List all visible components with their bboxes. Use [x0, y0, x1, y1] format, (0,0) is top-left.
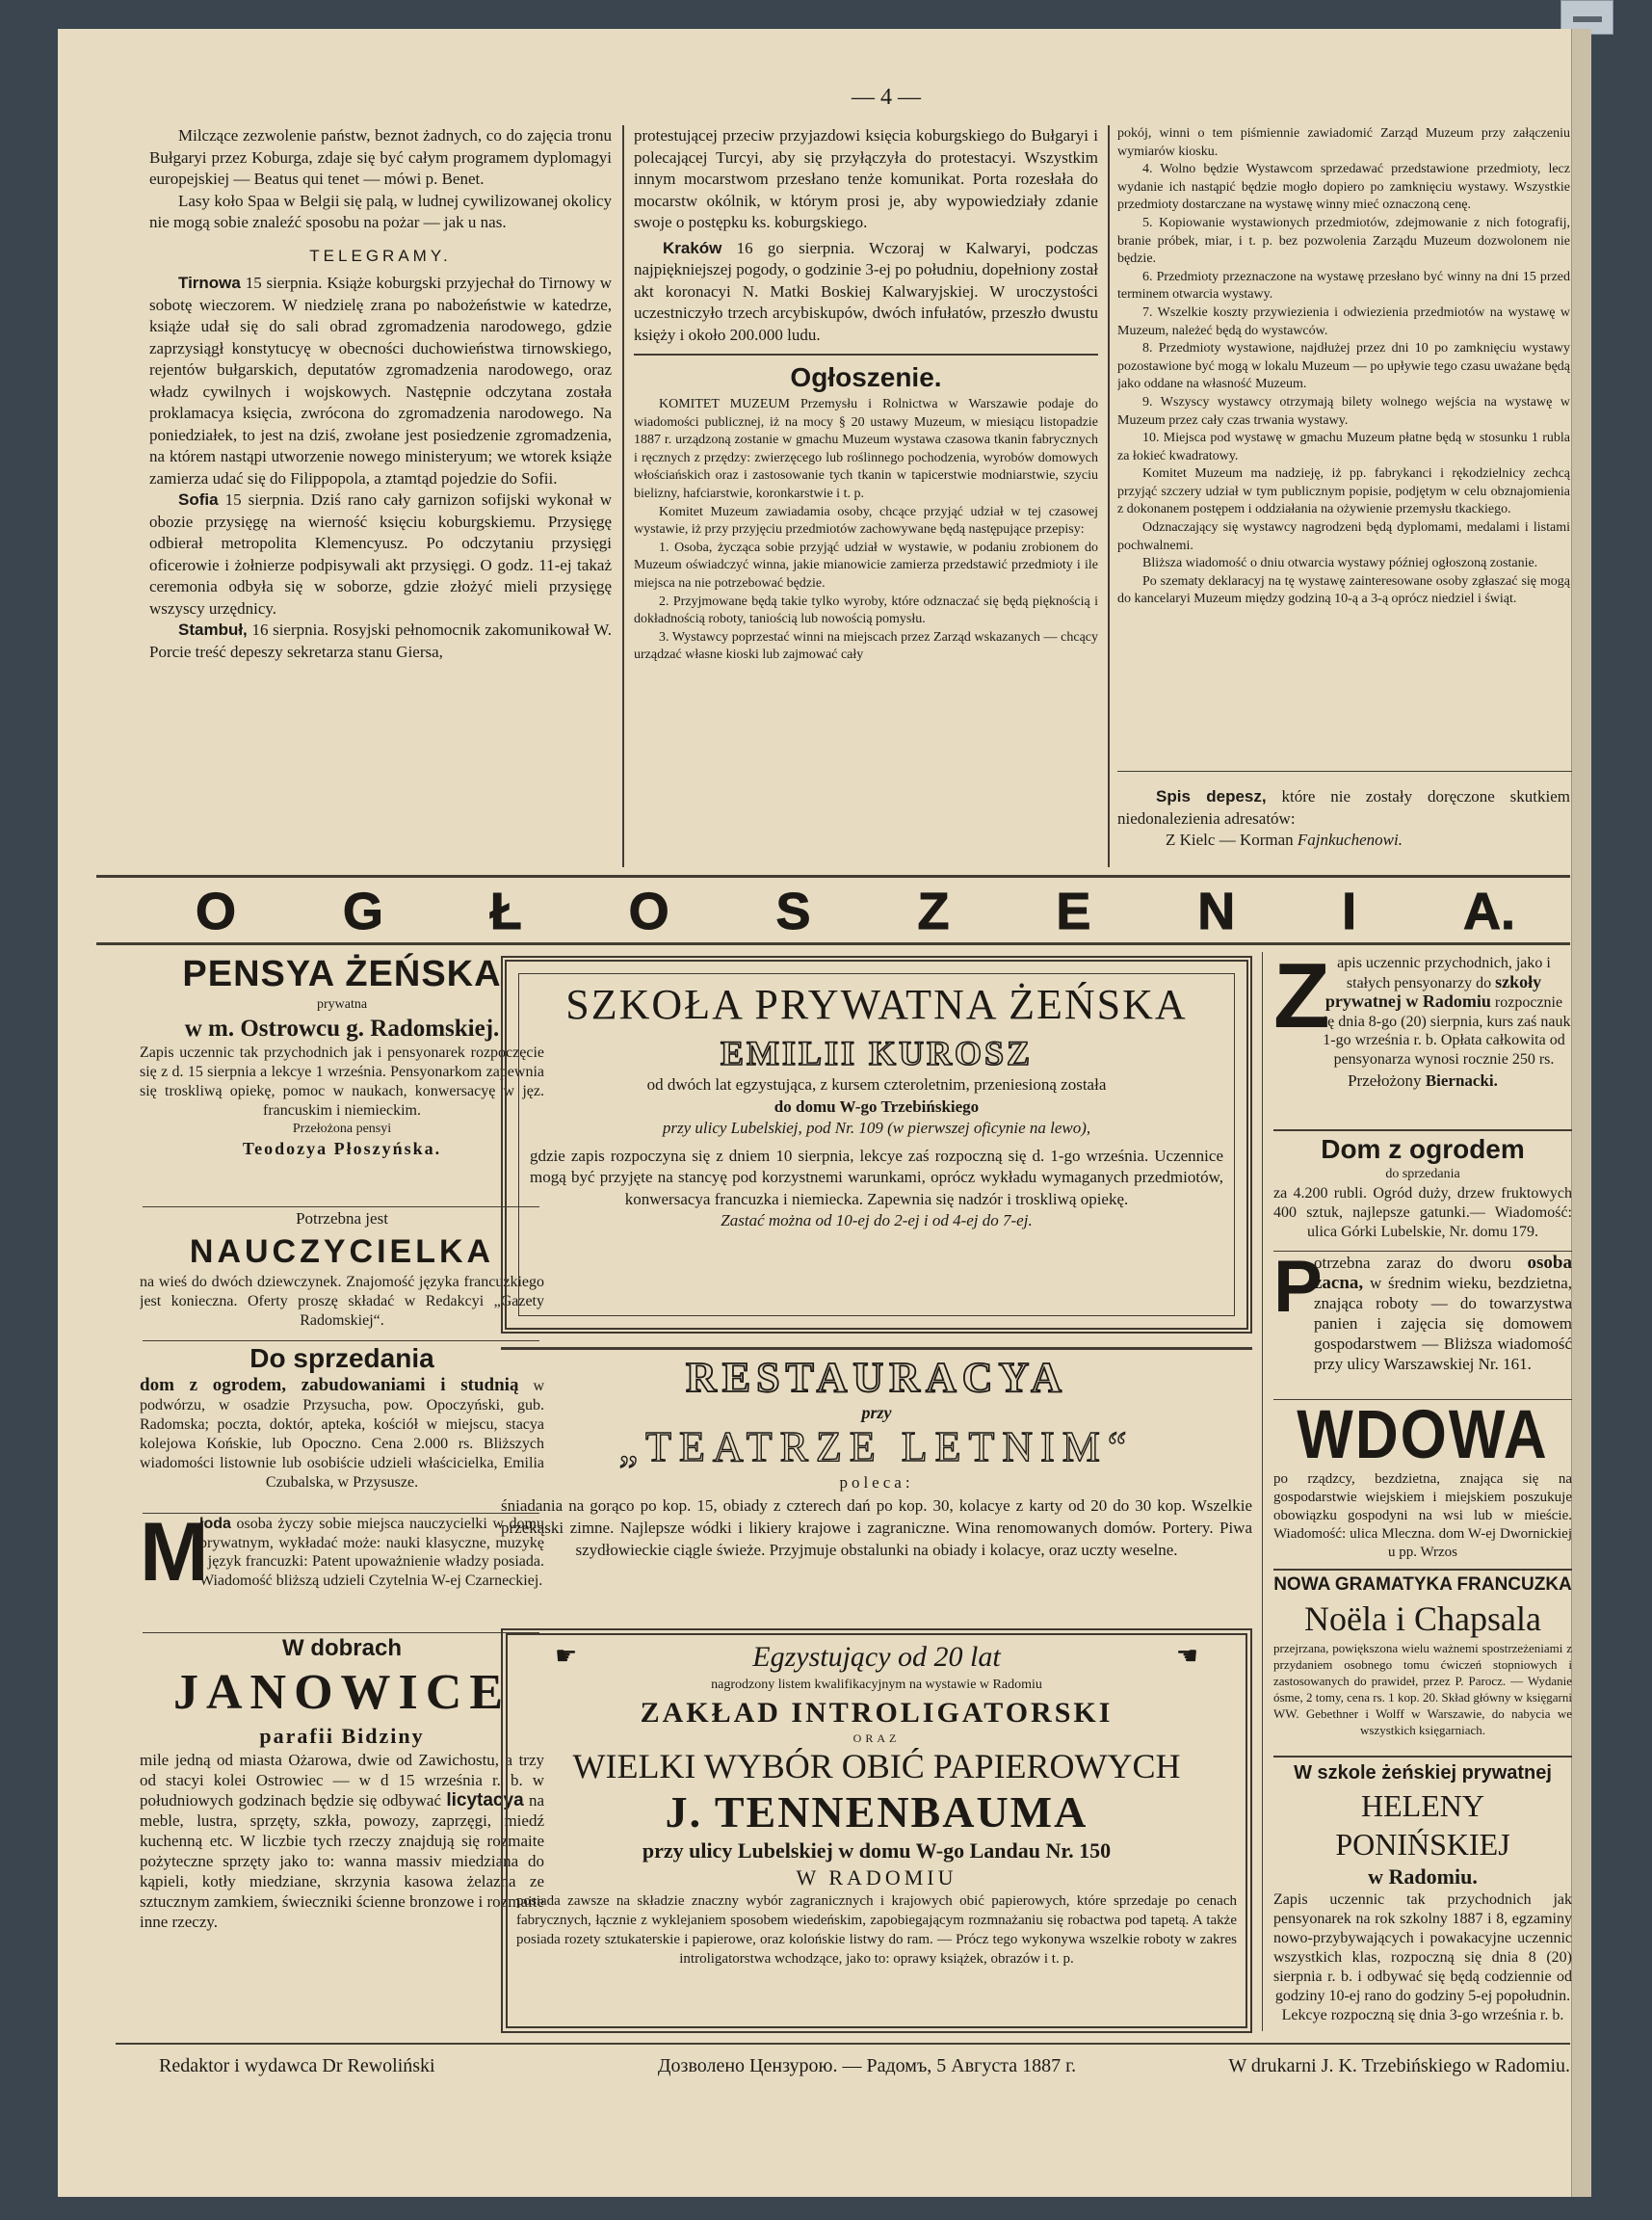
column-1 [149, 125, 612, 877]
muzeum-intro: KOMITET MUZEUM Przemysłu i Rolnictwa w Warszawie podaje do wiadomości publicznej, iż na mocy § 20 ustawy Muzeum, w miesiącu listopadzie 1887 r. urządzoną zostanie w gmachu Muzeum wystawa czasowa tkanin fabrycznych i ręcznych z przędzy: zwierzęcego lub roślinnego pochodzenia, wyrobów domowych włościańskich oraz i zastosowanie tych tkanin w tapicerstwie modniarstwie, szyciu bielizny, hafciarstwie, koronkarstwie i t. p. [634, 397, 1098, 501]
ad-dom-title: Dom z ogrodem [1321, 1134, 1525, 1164]
muzeum-rule-8: 8. Przedmioty wystawione, najdłużej przez dni 10 po zamknięciu wystawy pozostawione być mogą w lokalu Muzeum — po upływie tego czasu uważane będą jako oddane na własność Muzeum. [1117, 341, 1570, 392]
muzeum-rule-2: 2. Przyjmowane będą takie tylko wyroby, które odznaczać się będą pięknością i dokładnością roboty, taniością lub nowością pomysłu. [634, 594, 1098, 627]
muzeum-rule-3: 3. Wystawcy poprzestać winni na miejscach przez Zarząd wskazanych — chcący urządzać własne kioski lub zajmować cały [634, 629, 1098, 663]
ad-pensya-sig2: Teodozya Płoszyńska. [242, 1139, 442, 1159]
banner-letter: N [1197, 883, 1236, 940]
ad-rule [1273, 1756, 1572, 1758]
ad-introligator-wybor: WIELKI WYBÓR OBIĆ PAPIEROWYCH [572, 1746, 1181, 1785]
footer-printer: W drukarni J. K. Trzebińskiego w Radomiu. [1228, 2055, 1570, 2076]
ad-kurosz-l5: Zastać można od 10-ej do 2-ej i od 4-ej do 7-ej. [721, 1211, 1033, 1229]
ad-poninska-name: HELENY PONIŃSKIEJ [1335, 1788, 1510, 1862]
ad-szkola-kurosz [530, 978, 1223, 1306]
muzeum-rule-6: 6. Przedmioty przeznaczone na wystawę przesłano być winny na dni 15 przed terminem otwarcia wystawy. [1117, 269, 1570, 303]
banner-letter: S [775, 883, 811, 940]
ad-kurosz-name: EMILII KUROSZ [720, 1034, 1034, 1072]
page-edge [1571, 29, 1591, 2197]
ad-pensya-place: w m. Ostrowcu g. Radomskiej. [184, 1015, 500, 1042]
muzeum-rule-5: 5. Kopiowanie wystawionych przedmiotów, zdejmowanie z nich fotografij, branie próbek, miar, i t. p. bez pozwolenia Zarządu Muzeum dozwolonem nie będzie. [1117, 215, 1570, 267]
muzeum-continued: pokój, winni o tem piśmiennie zawiadomić Zarząd Muzeum przy załączeniu wymiarów kiosku. [1117, 126, 1570, 159]
section-rule [634, 354, 1098, 356]
banner-letter: G [342, 883, 383, 940]
banner-letter: E [1056, 883, 1091, 940]
ad-dom-sub: do sprzedania [1385, 1167, 1460, 1181]
muzeum-rule-4: 4. Wolno będzie Wystawcom sprzedawać przedstawione przedmioty, lecz wydanie ich nastąpić będzie mogło dopiero po zamknięciu wystawy. Wszystkie przedmioty dostarczane na wystawę winny mieć oznaczoną cenę. [1117, 162, 1570, 213]
banner-letter: O [196, 883, 237, 940]
newspaper-page [58, 29, 1591, 2197]
dropcap-m: M [140, 1515, 209, 1599]
ad-poninska-city: w Radomiu. [1368, 1864, 1478, 1889]
banner-letter: Ł [489, 883, 522, 940]
telegram-heading: TELEGRAMY. [309, 246, 452, 265]
telegram-stambul: Stambuł, 16 sierpnia. Rosyjski pełnomocnik zakomunikował W. Porcie treść depeszy sekretarza stanu Giersa, [149, 621, 612, 661]
article-paragraph: Milczące zezwolenie państw, beznot żadnych, co do zajęcia tronu Bułgaryi przez Koburga, zdaje się być całym programem dyplomagyi europejskiej — Beatus qui tenet — mówi p. Benet. [149, 126, 612, 188]
muzeum-szematy: Po szematy deklaracyj na tę wystawę zainteresowane osoby zgłaszać się mogą do kancelaryi Muzeum między godziną 10-ą a 3-ą oprócz niedziel i świąt. [1117, 573, 1570, 607]
footer-right [1156, 2052, 1570, 2081]
article-paragraph: Lasy koło Spaa w Belgii się palą, w ludnej cywilizowanej okolicy nie mogą sobie znaleźć sposobu na pożar — jak u nas. [149, 191, 612, 231]
ad-nauczycielka [140, 1208, 544, 1339]
ad-sprzedania-title: Do sprzedania [249, 1343, 434, 1373]
ad-kurosz-l4: gdzie zapis rozpoczyna się z dniem 10 sierpnia, lekcye zaś rozpoczną się d. 1-go września. Uczennice mogą być przyjęte na stancyę pod korzystnemi warunkami, oprócz wykładu wymaganych przedmiotów, konwersacya francuzka i niemiecka. Zapewnia się nadzór i troskliwą opiekę. [530, 1146, 1223, 1208]
column-rule [1108, 125, 1110, 867]
telegram-sofia: Sofia 15 sierpnia. Dziś rano cały garnizon sofijski wykonał w obozie przysięgę na wierność księciu koburgskiemu. Przysięgę odbierał metropolita Klemencyusz. Po odczytaniu przysięgi oficerowie i żołnierze podpisywali akt przysięgi. O godz. 11-ej takaż ceremonia odbyła się w soborze, gdzie złożyć mieli przysięgę wszyscy urzędnicy. [149, 490, 612, 618]
muzeum-rule-9: 9. Wszyscy wystawcy otrzymają bilety wolnego wejścia na wystawę w Muzeum przez cały czas trwania wystawy. [1117, 394, 1570, 428]
ad-kurosz-l1: od dwóch lat egzystująca, z kursem czteroletnim, przeniesioną została [646, 1075, 1107, 1094]
spis-depesz [1117, 786, 1570, 869]
ogloszenia-banner [196, 883, 1515, 940]
pointing-hand-icon: ☚ [1175, 1642, 1198, 1670]
column-3 [1117, 125, 1570, 780]
ad-wdowa [1273, 1401, 1572, 1565]
muzeum-rule-10: 10. Miejsca pod wystawę w gmachu Muzeum płatne będą w stosunku 1 rubla za łokieć kwadratowy. [1117, 431, 1570, 463]
muzeum-odznacz: Odznaczający się wystawcy nagrodzeni będą dyplomami, medalami i listami pochwalnemi. [1117, 520, 1570, 553]
banner-letter: I [1342, 883, 1357, 940]
column-2 [634, 125, 1098, 877]
ad-rule [143, 1632, 539, 1633]
ad-rule [1273, 1399, 1572, 1400]
ad-pensya-sub: prywatna [316, 997, 368, 1012]
spis-depesz-item: Z Kielc — Korman Fajnkuchenowi. [1166, 831, 1403, 849]
ad-restauracya-text: śniadania na gorąco po kop. 15, obiady z czterech dań po kop. 30, kolacye z karty od 20 do 30 kop. Wszelkie przekąski zimne. Najlepsze wódki i likiery krajowe i zagraniczne. Wina renomowanych domów. Portery. Piwa szydłowieckie ciągle świeże. Przyjmuje obstalunki na obiady i kolacye, oraz uczty weselne. [501, 1495, 1252, 1559]
ad-introligator-text: posiada zawsze na składzie znaczny wybór zagranicznych i krajowych obić papierowych, które sprzedaje po cenach fabrycznych, łącznie z wyklejaniem sposobem wiedeńskim, zapobiegającym rozmnażaniu się robactwa pod tapetą. A także posiada rozety sztukaterskie i papierowe, oraz kolońskie listwy do ram. — Prócz tego wykonywa wszelkie roboty w zakres introligatorstwa wchodzące, jako to: oprawy książek, obrazów i t. p. [516, 1892, 1237, 1967]
ad-zapis [1273, 954, 1572, 1129]
ad-potrzebna-text: otrzebna zaraz do dworu osoba zacna, w średnim wieku, bezdzietna, znająca roboty — do towarzystwa panien i zajęcia się domowem gospodarstwem — Bliższa wiadomość przy ulicy Warszawskiej Nr. 161. [1314, 1253, 1572, 1373]
ad-nauczycielka-text: na wieś do dwóch dziewczynek. Znajomość języka francuzkiego jest konieczna. Oferty proszę składać w Redakcyi „Gazety Radomskiej“. [140, 1273, 544, 1329]
ad-wdowa-title: WDOWA [1297, 1401, 1549, 1474]
ad-dom-text: za 4.200 rubli. Ogród duży, drzew fruktowych 400 sztuk, najlepsze gatunki.— Wiadomość: ulica Górki Lubelskie, Nr. domu 179. [1273, 1184, 1572, 1240]
ad-mloda [140, 1515, 544, 1630]
ad-introligator [516, 1638, 1237, 2023]
dropcap-p: P [1273, 1253, 1323, 1328]
ad-restauracya-poleca: poleca: [839, 1473, 914, 1492]
banner-letter: O [628, 883, 669, 940]
pointing-hand-icon: ☛ [555, 1642, 578, 1670]
banner-letter: Z [917, 883, 950, 940]
ad-pensya-sig1: Przełożona pensyi [292, 1121, 392, 1136]
banner-letter: A. [1463, 883, 1515, 940]
ad-kurosz-title: SZKOŁA PRYWATNA ŻEŃSKA [565, 981, 1188, 1028]
ad-introligator-addr: przy ulicy Lubelskiej w domu W-go Landau Nr. 150 [642, 1837, 1112, 1863]
ad-janowice-text: mile jedną od miasta Ożarowa, dwie od Zawichostu, a trzy od stacyi kolei Ostrowiec — w d 15 września r. b. w południowych godzinach będzie się odbywać licytacya na meble, lustra, sprzęty, szkła, powozy, zaprzęgi, miedź kuchenną etc. W liczbie tych rzeczy znajdują się rozmaite pożyteczne sprzęty jako to: wanna massiv miedziana do kąpieli, kotły miedziane, skrzynia kasowa żelazna ze sztucznym zamkiem, świeczniki ścienne bronzowe i rozmaite inne rzeczy. [140, 1751, 544, 1931]
ad-janowice [140, 1634, 544, 2029]
ad-pensya-text: Zapis uczennic tak przychodnich jak i pensyonarek rozpoczęcie się z d. 15 sierpnia a lekcye 1 września. Pensyonarkom zapewnia się troskliwą opiekę, pomoc w naukach, konwersacyę w jęz. francuskim i niemieckim. [140, 1044, 544, 1119]
ad-introligator-banner-row [516, 1638, 1237, 1677]
banner-rule-top [96, 875, 1570, 878]
ad-introligator-oraz: ORAZ [852, 1731, 901, 1745]
ad-janowice-pre: W dobrach [282, 1635, 402, 1661]
ad-pensya-title: PENSYA ŻEŃSKA [182, 954, 502, 994]
spis-depesz-text: Spis depesz, które nie zostały doręczone skutkiem niedonalezienia adresatów: [1117, 787, 1570, 828]
footer-rule [116, 2043, 1570, 2045]
ad-wdowa-text: po rządzcy, bezdzietna, znająca się na gospodarstwie wiejskiem i miejskiem poszukuje obowiązku gospodyni na wsi lub w mieście. Wiadomość: ulica Mleczna. dom W-ej Dwornickiej u pp. Wrzos [1273, 1471, 1572, 1560]
ad-restauracya-teatr: „TEATRZE LETNIM“ [618, 1423, 1135, 1470]
ad-mloda-text: łoda osoba życzy sobie miejsca nauczycielki w domu prywatnym, wykładać może: nauki klasyczne, muzykę i język francuzki: Patent upoważnienie władzy posiada. Wiadomość bliższą udzieli Czytelnia W-ej Czarneckiej. [199, 1516, 544, 1589]
ad-sprzedania [140, 1341, 544, 1513]
ad-restauracya-przy: przy [861, 1403, 892, 1422]
page-number: — 4 — [852, 85, 921, 110]
footer-left [159, 2052, 573, 2081]
muzeum-rule-7: 7. Wszelkie koszty przywiezienia i odwiezienia przedmiotów na wystawę w Muzeum, należeć będą do wystawców. [1117, 304, 1570, 338]
news-krakow: Kraków 16 go sierpnia. Wczoraj w Kalwaryi, podczas najpiękniejszej pogody, o godzinie 3-ej po południu, dopełniony został akt koronacyi N. Matki Boskiej Kalwaryjskiej. W uroczystości uczestniczyło trzech arcybiskupów, dwóch infułatów, przeszło dwustu księży i około 200.000 ludu. [634, 238, 1098, 344]
muzeum-paragraph: Komitet Muzeum zawiadamia osoby, chcące przyjąć udział w tej czasowej wystawie, iż przy przyjęciu przedmiotów zachowywane będą następujące przepisy: [634, 504, 1098, 538]
ad-poninska [1273, 1759, 1572, 2029]
ad-kurosz-l3: przy ulicy Lubelskiej, pod Nr. 109 (w pierwszej oficynie na lewo), [662, 1119, 1091, 1137]
muzeum-rule-1: 1. Osoba, życząca sobie przyjąć udział w wystawie, w podaniu zrobionem do Muzeum oświadczyć winna, jakie mianowicie zamierza przedstawić przedmioty i ile miejsca na nie potrzebować będzie. [634, 540, 1098, 591]
ad-introligator-title: ZAKŁAD INTROLIGATORSKI [640, 1696, 1114, 1729]
ad-nauczycielka-pre: Potrzebna jest [296, 1209, 388, 1228]
ad-rule [1273, 1569, 1572, 1571]
dropcap-z: Z [1273, 954, 1330, 1047]
muzeum-blizsza: Bliższa wiadomość o dniu otwarcia wystawy później ogłoszoną zostanie. [1142, 556, 1538, 571]
footer-editor: Redaktor i wydawca Dr Rewoliński [159, 2055, 435, 2076]
ad-poninska-text: Zapis uczennic tak przychodnich jak pensyonarek na rok szkolny 1887 i 8, egzaminy nowo-przybywających i powakacyjne uczennic wszystkich klas, rozpoczną się dnia 8 (20) sierpnia r. b. i odbywać się będą codziennie od godziny 10-ej rano do godziny 5-ej popołudnin. [1273, 1891, 1572, 2004]
ad-potrzebna [1273, 1253, 1572, 1397]
ad-gramatyka [1273, 1572, 1572, 1754]
ad-zapis-sig: Przełożony Biernacki. [1348, 1071, 1498, 1090]
ad-introligator-banner: Egzystujący od 20 lat [752, 1641, 1001, 1673]
ad-rule [1273, 1251, 1572, 1252]
ad-dom [1273, 1133, 1572, 1249]
ad-rule [143, 1513, 539, 1514]
muzeum-notice [634, 396, 1098, 665]
column-rule [1262, 952, 1263, 2031]
article-paragraph: protestującej przeciw przyjazdowi księcia koburgskiego do Bułgaryi i polecającej Turcyi, aby się przyłączyła do protestacyi. Wszystkim innym mocarstwom przesłano tenże komunikat. Porta rozesłała do mocarstw okólnik, w którym prosi je, aby wypowiedziały zdanie swoje o postępku ks. koburgskiego. [634, 126, 1098, 231]
ad-nauczycielka-title: NAUCZYCIELKA [189, 1232, 495, 1270]
ad-rule [501, 1347, 1252, 1350]
footer-censor: Дозволено Цензурою. — Радомъ, 5 Августа 1887 г. [657, 2055, 1077, 2076]
ad-poninska-pre: W szkole żeńskiej prywatnej [1294, 1762, 1552, 1784]
ad-pensya [140, 952, 544, 1204]
ad-restauracya-title: RESTAURACYA [685, 1354, 1068, 1401]
ogloszenie-heading: Ogłoszenie. [790, 362, 942, 392]
ad-introligator-nagr: nagrodzony listem kwalifikacyjnym na wystawie w Radomiu [711, 1678, 1042, 1692]
ad-janowice-title: JANOWICE [172, 1665, 511, 1720]
ad-gramatyka-name: Noëla i Chapsala [1304, 1599, 1541, 1638]
telegram-tirnowa: Tirnowa 15 sierpnia. Książe koburgski przyjechał do Tirnowy w sobotę wieczorem. W niedzielę zrana po nabożeństwie w katedrze, książe udał się do sali obrad zgromadzenia narodowego, gdzie zaprzysiągł konstytucyę w obecności duchowieństwa tirnowskiego, rejentów bułgarskich, deputatów zgromadzenia narodowego, oraz władz cywilnych i wojskowych. Następnie odczytana została proklamacya księcia, zwrócona do zgromadzenia narodowego. Na poniedziałek, to jest na dziś, zwołane jest posiedzenie zgromadzenia, na którem nastąpi utworzenie nowego ministeryum; we wtorek książe zamierza udać się do Filippopola, a ztamtąd pojedzie do Sofii. [149, 274, 612, 488]
ad-kurosz-l2: do domu W-go Trzebińskiego [774, 1097, 980, 1116]
ad-gramatyka-title: NOWA GRAMATYKA FRANCUZKA [1273, 1574, 1572, 1595]
ad-zapis-text: apis uczennic przychodnich, jako i stałych pensyonarzy do szkoły prywatnej w Radomiu rozpocznie się dnia 8-go (20) sierpnia, kurs zaś nauk 1-go września r. b. Opłata całkowita od pensyonarza wynosi rocznie 250 rs. [1317, 955, 1571, 1068]
section-rule [1117, 771, 1572, 772]
column-rule [622, 125, 624, 867]
ad-rule [1273, 1129, 1572, 1131]
ad-gramatyka-text: przejrzana, powiększona wielu ważnemi spostrzeżeniami z przydaniem osobnego tomu ćwiczeń stopniowych i zastosowanych do prawideł, przez P. Parocz. — Wydanie ósme, 2 tomy, cena rs. 1 kop. 20. Skład główny w księgarni WW. Gebethner i Wolff w Warszawie, do nabycia we wszystkich księgarniach. [1273, 1641, 1572, 1737]
ad-rule [143, 1206, 539, 1207]
ad-poninska-end: Lekcye rozpoczną się dnia 3-go września r. b. [1281, 2007, 1564, 2023]
ad-janowice-sub: parafii Bidziny [259, 1724, 425, 1748]
footer-center [597, 2052, 1137, 2081]
banner-rule-bottom [96, 942, 1570, 945]
ad-introligator-name: J. TENNENBAUMA [665, 1786, 1088, 1837]
ad-restauracya [501, 1353, 1252, 1619]
muzeum-komitet: Komitet Muzeum ma nadzieję, iż pp. fabrykanci i rękodzielnicy zechcą przyjąć szczery udział w tym publicznym popisie, podjętym w celu obznajomienia z dokonanem postępem i oddziałania na ożywienie przemysłu tkackiego. [1117, 466, 1570, 517]
ad-sprzedania-text: dom z ogrodem, zabudowaniami i studnią w podwórzu, w osadzie Przysucha, pow. Opoczyński, gub. Radomska; poczta, doktór, apteka, kościół w miejscu, stacya kolejowa Końskie, lub Opoczno. Cena 2.000 rs. Bliższych wiadomości listownie lub osobiście udzieli właścicielka, Emilia Czubalska, w Przysusze. [140, 1375, 544, 1491]
ad-introligator-city: W RADOMIU [796, 1864, 957, 1890]
